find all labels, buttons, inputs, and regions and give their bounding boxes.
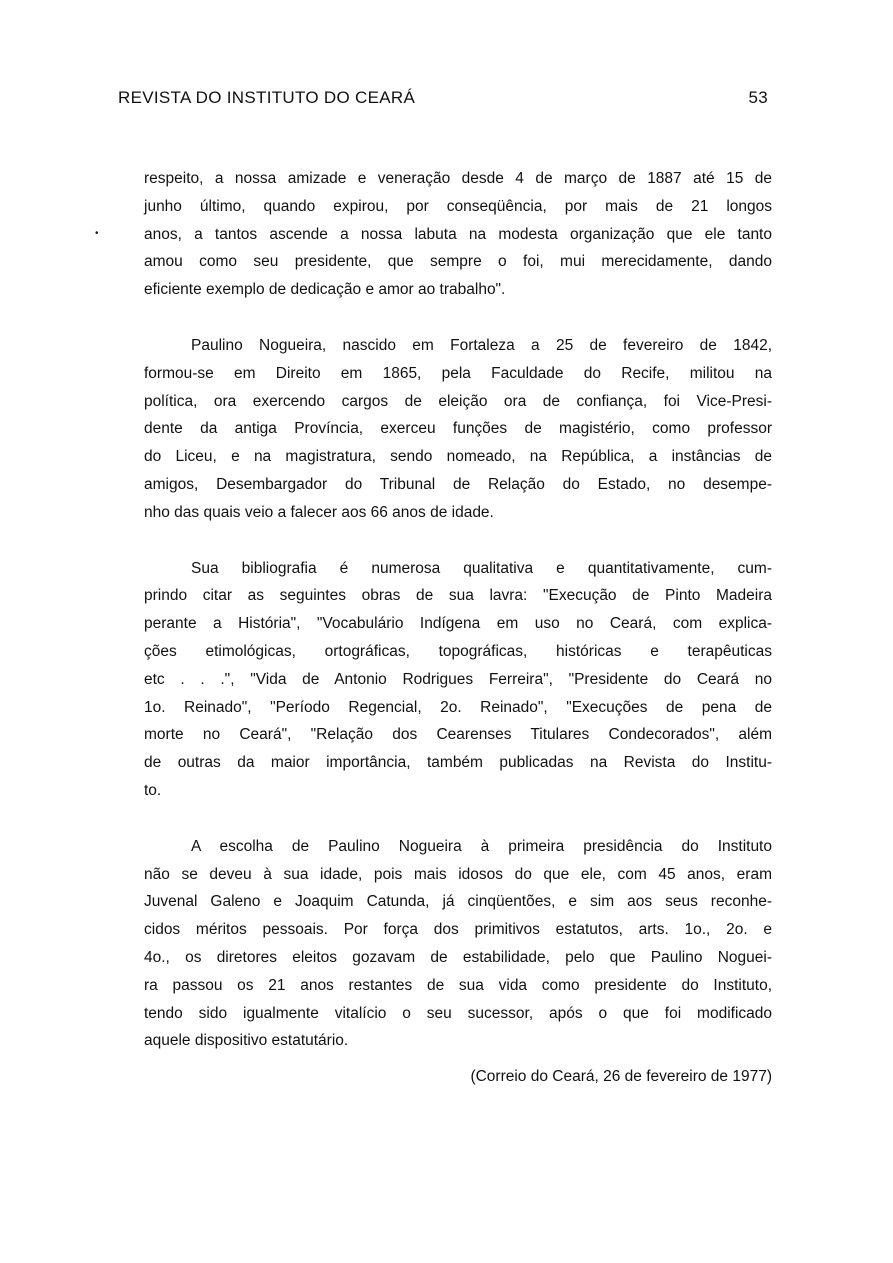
text-line: dente da antiga Província, exerceu funções de magistério, como professor (144, 420, 772, 438)
text-line: cidos méritos pessoais. Por força dos primitivos estatutos, arts. 1o., 2o. e (144, 921, 772, 939)
text-line: nho das quais veio a falecer aos 66 anos de idade. (144, 503, 494, 521)
text-line: Juvenal Galeno e Joaquim Catunda, já cinqüentões, e sim aos seus reconhe- (144, 893, 772, 911)
paragraph-gap (144, 304, 772, 332)
text-line: prindo citar as seguintes obras de sua lavra: "Execução de Pinto Madeira (144, 587, 772, 605)
text-line: amou como seu presidente, que sempre o foi, mui merecidamente, dando (144, 253, 772, 271)
text-line: A escolha de Paulino Nogueira à primeira presidência do Instituto (191, 837, 772, 855)
text-line: Sua bibliografia é numerosa qualitativa e quantitativamente, cum- (191, 559, 772, 577)
text-line: aquele dispositivo estatutário. (144, 1032, 349, 1050)
source-citation: (Correio do Ceará, 26 de fevereiro de 1977) (470, 1068, 772, 1085)
text-line: eficiente exemplo de dedicação e amor ao trabalho". (144, 281, 506, 299)
paragraph-3 (144, 555, 772, 805)
text-line: não se deveu à sua idade, pois mais idosos do que ele, com 45 anos, eram (144, 865, 772, 883)
text-line: política, ora exercendo cargos de eleição ora de confiança, foi Vice-Presi- (144, 392, 772, 410)
text-line: to. (144, 781, 162, 799)
text-line: morte no Ceará", "Relação dos Cearenses Titulares Condecorados", além (144, 726, 772, 744)
text-line: tendo sido igualmente vitalício o seu sucessor, após o que foi modificado (144, 1004, 772, 1022)
text-line: de outras da maior importância, também publicadas na Revista do Institu- (144, 754, 772, 772)
running-header (118, 88, 768, 112)
text-line: do Liceu, e na magistratura, sendo nomeado, na República, a instâncias de (144, 448, 772, 466)
text-line: respeito, a nossa amizade e veneração desde 4 de março de 1887 até 15 de (144, 170, 772, 187)
body-text (144, 165, 772, 1055)
paragraph-4 (144, 833, 772, 1055)
running-title: REVISTA DO INSTITUTO DO CEARÁ (118, 88, 416, 107)
text-line: ra passou os 21 anos restantes de sua vida como presidente do Instituto, (144, 976, 772, 994)
text-line: etc . . .", "Vida de Antonio Rodrigues Ferreira", "Presidente do Ceará no (144, 670, 772, 688)
text-line: amigos, Desembargador do Tribunal de Relação do Estado, no desempe- (144, 475, 772, 493)
paragraph-1 (144, 165, 772, 304)
text-line: perante a História", "Vocabulário Indígena em uso no Ceará, com explica- (144, 615, 772, 633)
paragraph-gap (144, 805, 772, 833)
text-line: 4o., os diretores eleitos gozavam de estabilidade, pelo que Paulino Noguei- (144, 948, 772, 966)
text-line: ções etimológicas, ortográficas, topográficas, históricas e terapêuticas (144, 642, 772, 660)
margin-mark: • (95, 228, 99, 239)
text-line: formou-se em Direito em 1865, pela Faculdade do Recife, militou na (144, 364, 772, 382)
paragraph-gap (144, 527, 772, 555)
text-line: anos, a tantos ascende a nossa labuta na modesta organização que ele tanto (144, 225, 772, 243)
text-line: Paulino Nogueira, nascido em Fortaleza a 25 de fevereiro de 1842, (191, 336, 772, 354)
text-line: 1o. Reinado", "Período Regencial, 2o. Reinado", "Execuções de pena de (144, 698, 772, 716)
paragraph-2 (144, 332, 772, 527)
page-number: 53 (748, 88, 768, 107)
text-line: junho último, quando expirou, por conseqüência, por mais de 21 longos (144, 197, 772, 215)
